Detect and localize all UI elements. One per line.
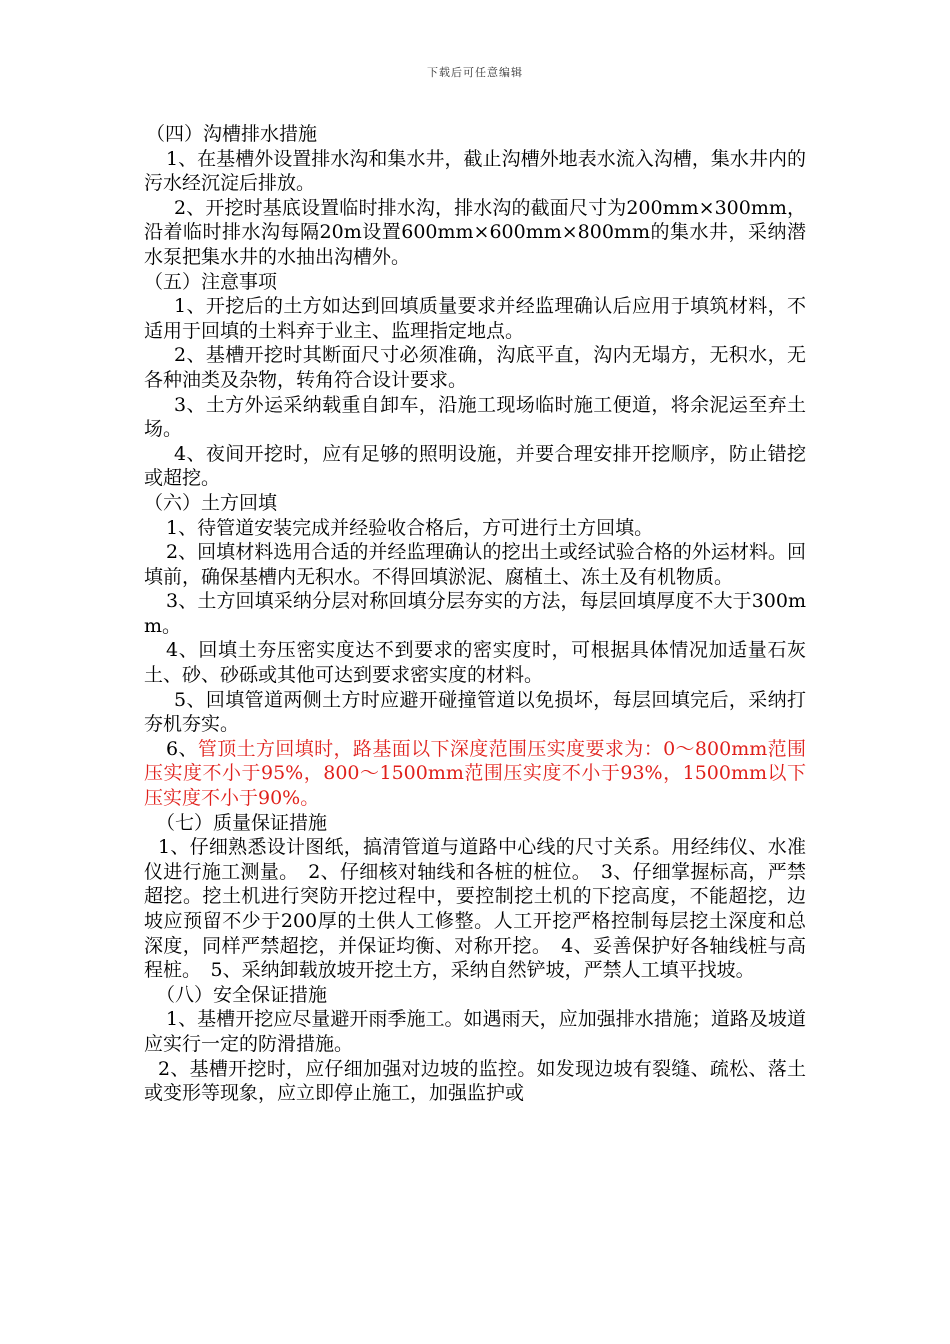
paragraph: 4、回填土夯压密实度达不到要求的密实度时，可根据具体情况加适量石灰土、砂、砂砾或其他可达到要求密实度的材料。 [144, 639, 806, 687]
section-heading: （八）安全保证措施 [156, 983, 328, 1006]
page-header: 下载后可任意编辑 [427, 66, 523, 79]
paragraph: 2、基槽开挖时，应仔细加强对边坡的监控。如发现边坡有裂缝、疏松、落土或变形等现象，应立即停止施工，加强监护或 [144, 1057, 806, 1105]
paragraph: 1、仔细熟悉设计图纸，搞清管道与道路中心线的尺寸关系。用经纬仪、水准仪进行施工测量。 2、仔细核对轴线和各桩的桩位。 3、仔细掌握标高，严禁超挖。挖土机进行突防开挖过程中，要控制挖土机的下挖高度，不能超挖，边坡应预留不少于200厚的土供人工修整。人工开挖严格控制每层挖土深度和总深度，同样严禁超挖，并保证均衡、对称开挖。 4、妥善保护好各轴线桩与高程桩。 5、采纳卸载放坡开挖土方，采纳自然铲坡，严禁人工填平找坡。 [144, 836, 806, 982]
section-heading: （四）沟槽排水措施 [146, 123, 318, 145]
section-heading: （六）土方回填 [144, 491, 278, 514]
paragraph: 5、回填管道两侧土方时应避开碰撞管道以免损坏，每层回填完后，采纳打夯机夯实。 [144, 688, 806, 736]
red-paragraph-text: 管顶土方回填时，路基面以下深度范围压实度要求为：0～800mm范围压实度不小于95%，800～1500mm范围压实度不小于93%，1500mm以下压实度不小于90%。 [144, 737, 806, 810]
paragraph: 3、土方外运采纳载重自卸车，沿施工现场临时施工便道，将余泥运至弃土场。 [144, 393, 806, 441]
paragraph: 3、土方回填采纳分层对称回填分层夯实的方法，每层回填厚度不大于300mm。 [144, 590, 806, 637]
section-heading: （七）质量保证措施 [156, 811, 328, 834]
paragraph: 1、待管道安装完成并经验收合格后，方可进行土方回填。 [166, 516, 654, 539]
red-paragraph [144, 737, 806, 811]
section-heading: （五）注意事项 [144, 270, 278, 293]
paragraph: 2、回填材料选用合适的并经监理确认的挖出土或经试验合格的外运材料。回填前，确保基槽内无积水。不得回填淤泥、腐植土、冻土及有机物质。 [144, 541, 806, 588]
paragraph: 1、基槽开挖应尽量避开雨季施工。如遇雨天，应加强排水措施；道路及坡道应实行一定的防滑措施。 [144, 1008, 806, 1055]
paragraph: 1、开挖后的土方如达到回填质量要求并经监理确认后应用于填筑材料，不适用于回填的土料弃于业主、监理指定地点。 [144, 295, 806, 342]
paragraph: 1、在基槽外设置排水沟和集水井，截止沟槽外地表水流入沟槽，集水井内的污水经沉淀后排放。 [144, 147, 806, 195]
paragraph: 2、开挖时基底设置临时排水沟，排水沟的截面尺寸为200mm×300mm，沿着临时排水沟每隔20m设置600mm×600mm×800mm的集水井，采纳潜水泵把集水井的水抽出沟槽外。 [144, 196, 806, 268]
paragraph: 2、基槽开挖时其断面尺寸必须准确，沟底平直，沟内无塌方，无积水，无各种油类及杂物，转角符合设计要求。 [144, 344, 806, 391]
paragraph: 4、夜间开挖时，应有足够的照明设施，并要合理安排开挖顺序，防止错挖或超挖。 [144, 442, 806, 490]
document-body [144, 122, 806, 1106]
red-paragraph-number: 6、 [166, 737, 198, 760]
